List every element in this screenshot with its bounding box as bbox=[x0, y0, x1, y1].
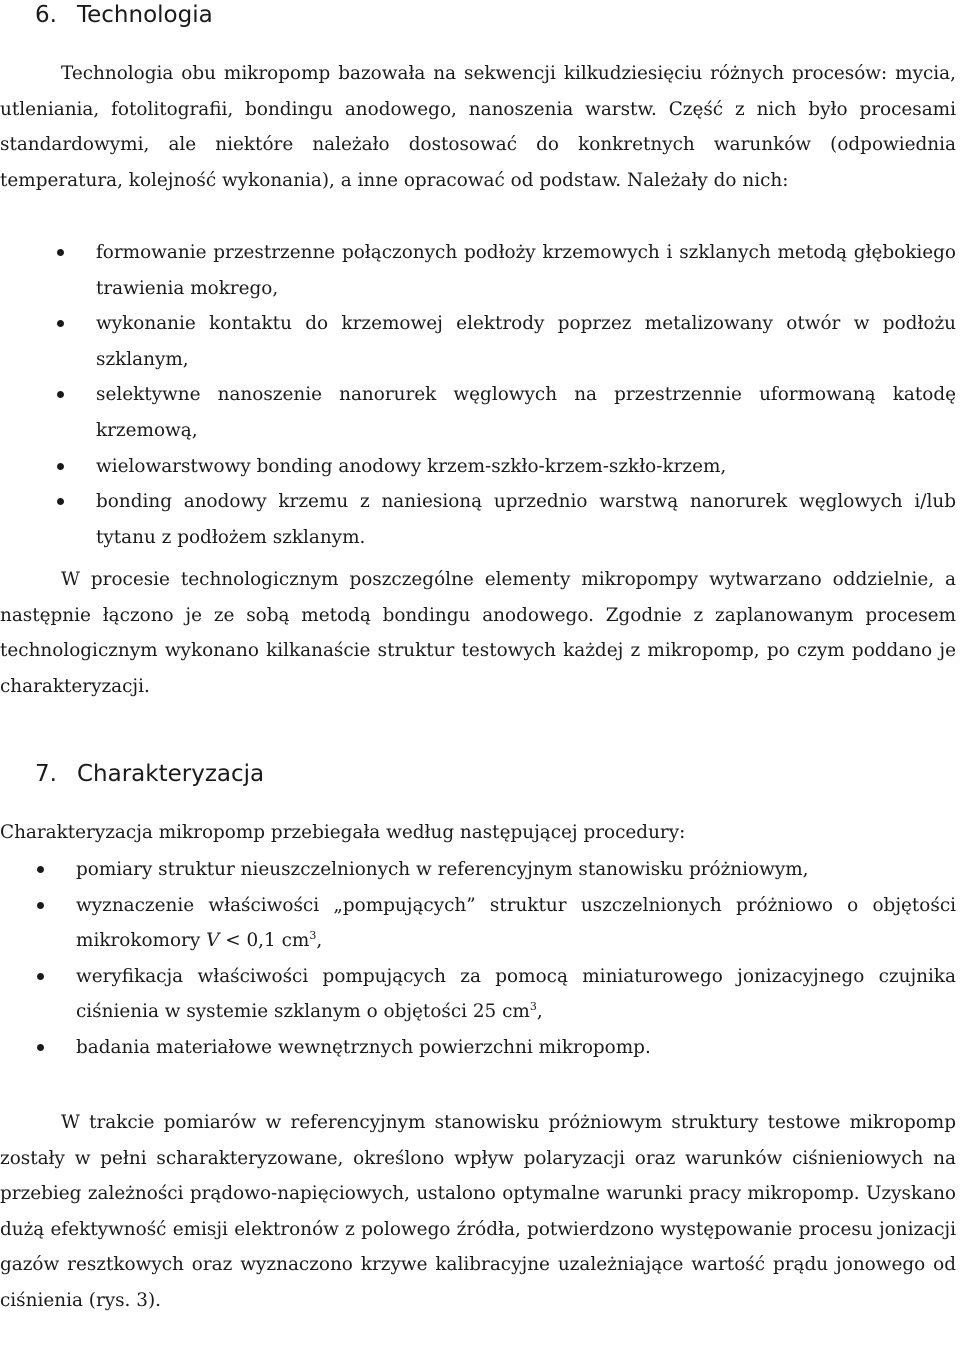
section-7-title: Charakteryzacja bbox=[77, 761, 265, 787]
list-item-text bbox=[76, 966, 956, 1023]
list-item bbox=[96, 377, 956, 448]
section-6-intro-paragraph: Technologia obu mikropomp bazowała na sekwencji kilkudziesięciu różnych procesów: mycia, utleniania, fotolitografii, bondingu anodowego, nanoszenia warstw. Część z nich było procesami standardowymi, ale niektóre należało dostosować do konkretnych warunków (odpowiednia temperatura, kolejność wykonania), a inne opracować od podstaw. Należały do nich: bbox=[0, 63, 956, 191]
section-6-bullet-list bbox=[96, 235, 956, 555]
list-item-text bbox=[76, 895, 956, 952]
bullet-icon bbox=[57, 391, 64, 398]
list-item-text: badania materiałowe wewnętrznych powierzchni mikropomp. bbox=[76, 1036, 651, 1058]
bullet-icon bbox=[37, 866, 44, 873]
list-item-text-end: , bbox=[316, 930, 323, 952]
list-item bbox=[96, 449, 956, 485]
list-item-text: pomiary struktur nieuszczelnionych w referencyjnym stanowisku próżniowym, bbox=[76, 859, 809, 880]
list-item bbox=[76, 852, 956, 888]
list-item bbox=[76, 888, 956, 959]
volume-variable: V bbox=[206, 930, 220, 952]
list-item-text: selektywne nanoszenie nanorurek węglowych na przestrzennie uformowaną katodę krzemową, bbox=[96, 384, 956, 441]
section-7-number: 7. bbox=[35, 761, 57, 787]
bullet-icon bbox=[37, 973, 44, 980]
list-item-text-end: , bbox=[536, 1001, 543, 1023]
section-7-results-paragraph: W trakcie pomiarów w referencyjnym stanowisku próżniowym struktury testowe mikropomp zostały w pełni scharakteryzowane, określono wpływ polaryzacji oraz warunków ciśnieniowych na przebieg zależności prądowo-napięciowych, ustalono optymalne warunki pracy mikropomp. Uzyskano dużą efektywność emisji elektronów z polowego źródła, potwierdzono występowanie procesu jonizacji gazów resztkowych oraz wyznaczono krzywe kalibracyjne uzależniające wartość prądu jonowego od ciśnienia (rys. 3). bbox=[0, 1112, 956, 1311]
superscript: 3 bbox=[309, 929, 317, 943]
list-item-text-suffix: < 0,1 cm bbox=[219, 930, 310, 952]
section-7-intro-paragraph: Charakteryzacja mikropomp przebiegała według następującej procedury: bbox=[0, 822, 686, 843]
list-item-text-prefix: weryfikacja właściwości pompujących za pomocą miniaturowego jonizacyjnego czujnika ciśnienia w systemie szklanym o objętości 25 cm bbox=[76, 965, 956, 1023]
bullet-icon bbox=[57, 249, 64, 256]
list-item-text: wielowarstwowy bonding anodowy krzem-szkło-krzem-szkło-krzem, bbox=[96, 455, 727, 477]
list-item bbox=[76, 959, 956, 1030]
list-item-text: bonding anodowy krzemu z naniesioną uprzednio warstwą nanorurek węglowych i/lub tytanu z podłożem szklanym. bbox=[96, 491, 956, 548]
bullet-icon bbox=[57, 498, 64, 505]
list-item bbox=[76, 1030, 956, 1066]
bullet-icon bbox=[37, 1044, 44, 1051]
bullet-icon bbox=[57, 463, 64, 470]
list-item-text: wykonanie kontaktu do krzemowej elektrody poprzez metalizowany otwór w podłożu szklanym, bbox=[96, 313, 956, 370]
list-item bbox=[96, 306, 956, 377]
superscript: 3 bbox=[529, 1000, 537, 1014]
list-item-text: formowanie przestrzenne połączonych podłoży krzemowych i szklanych metodą głębokiego trawienia mokrego, bbox=[96, 242, 956, 299]
list-item bbox=[96, 235, 956, 306]
bullet-icon bbox=[37, 902, 44, 909]
list-item-text-prefix: wyznaczenie właściwości „pompujących” struktur uszczelnionych próżniowo o objętości mikrokomory bbox=[76, 894, 956, 952]
list-item bbox=[96, 484, 956, 555]
bullet-icon bbox=[57, 320, 64, 327]
section-6-number: 6. bbox=[35, 2, 57, 28]
section-7-bullet-list bbox=[76, 852, 956, 1066]
section-6-closing-paragraph: W procesie technologicznym poszczególne elementy mikropompy wytwarzano oddzielnie, a następnie łączono je ze sobą metodą bondingu anodowego. Zgodnie z zaplanowanym procesem technologicznym wykonano kilkanaście struktur testowych każdej z mikropomp, po czym poddano je charakteryzacji. bbox=[0, 569, 956, 697]
section-6-title: Technologia bbox=[77, 2, 213, 28]
